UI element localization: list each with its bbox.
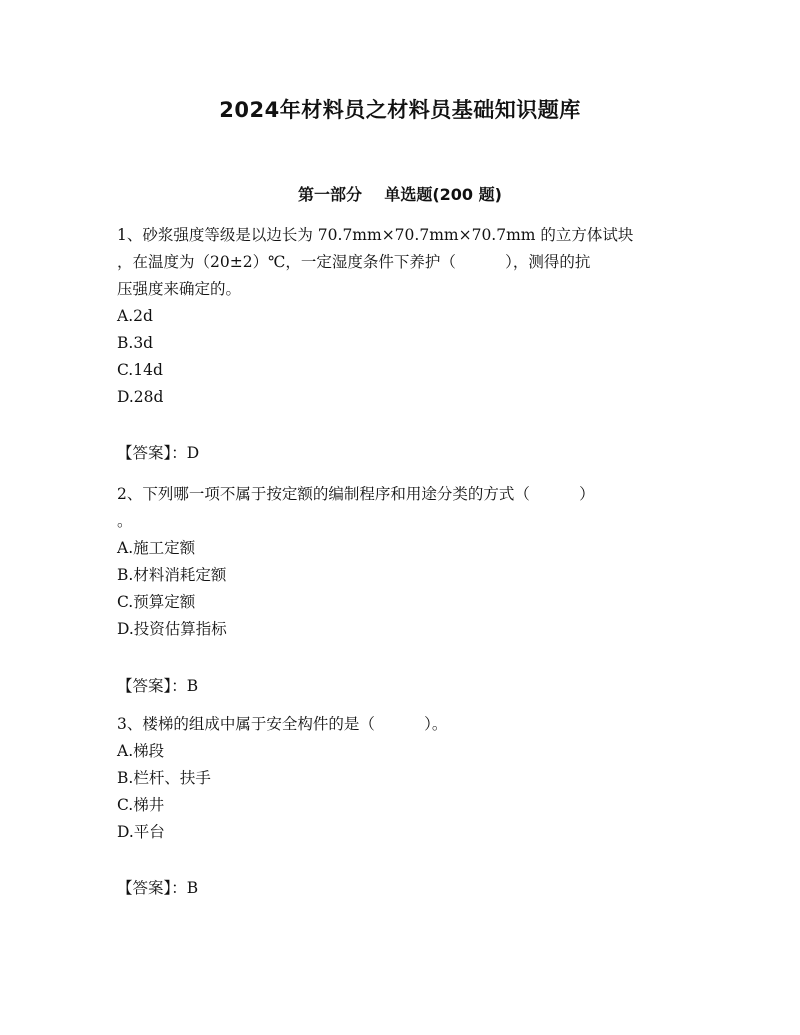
question-1: [117, 222, 687, 411]
question-2-line-2: 。: [117, 512, 133, 530]
question-2-option-a: A.施工定额: [117, 539, 196, 557]
answer-value: B: [186, 677, 199, 695]
section-heading: 第一部分 单选题(200 题): [298, 185, 502, 204]
question-3-option-d: D.平台: [117, 823, 165, 841]
answer-separator: ：: [171, 879, 187, 897]
question-3-option-c: C.梯井: [117, 796, 165, 814]
document-title: 2024年材料员之材料员基础知识题库: [219, 98, 581, 122]
question-3: [117, 711, 687, 846]
question-2: [117, 481, 687, 643]
answer-label: 【答案】: [117, 879, 172, 897]
question-2-option-c: C.预算定额: [117, 593, 196, 611]
answer-value: B: [186, 879, 199, 897]
question-3-option-a: A.梯段: [117, 742, 165, 760]
question-1-line-3: 压强度来确定的。: [117, 280, 242, 298]
question-1-answer: [117, 442, 199, 464]
question-3-option-b: B.栏杆、扶手: [117, 769, 211, 787]
question-2-option-b: B.材料消耗定额: [117, 566, 227, 584]
question-1-option-a: A.2d: [117, 307, 153, 325]
answer-separator: ：: [171, 444, 187, 462]
answer-separator: ：: [171, 677, 187, 695]
question-1-line-1: 1、砂浆强度等级是以边长为 70.7mm×70.7mm×70.7mm 的立方体试块: [117, 226, 634, 244]
question-1-line-2: ，在温度为（20±2）℃，一定湿度条件下养护（ ），测得的抗: [117, 253, 591, 271]
answer-label: 【答案】: [117, 677, 172, 695]
answer-label: 【答案】: [117, 444, 172, 462]
question-2-option-d: D.投资估算指标: [117, 620, 227, 638]
question-3-answer: [117, 877, 198, 899]
question-1-option-d: D.28d: [117, 388, 164, 406]
answer-value: D: [186, 444, 200, 462]
question-3-line-1: 3、楼梯的组成中属于安全构件的是（ ）。: [117, 715, 448, 733]
question-1-option-b: B.3d: [117, 334, 154, 352]
question-2-line-1: 2、下列哪一项不属于按定额的编制程序和用途分类的方式（ ）: [117, 485, 595, 503]
question-1-option-c: C.14d: [117, 361, 163, 379]
question-2-answer: [117, 675, 198, 697]
